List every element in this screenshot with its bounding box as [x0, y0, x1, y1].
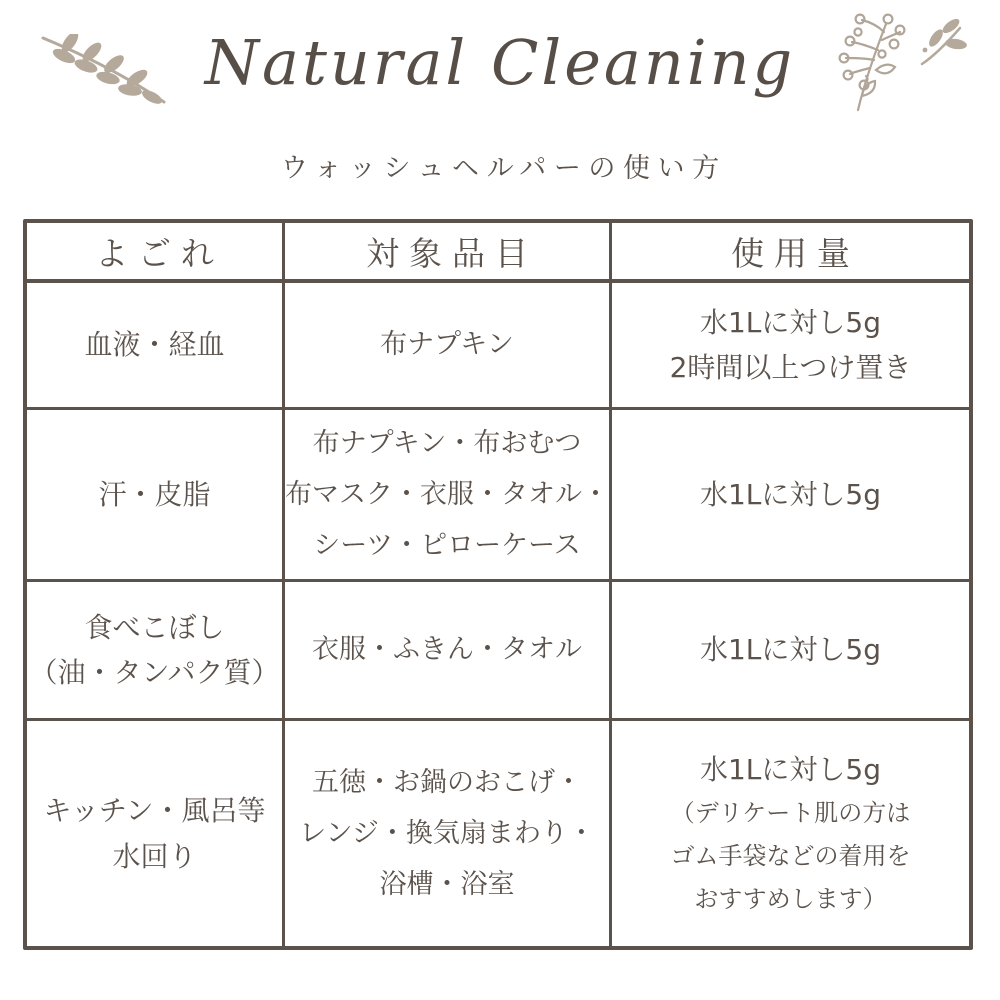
column-header-items — [285, 223, 612, 283]
cell-usage-row3 — [612, 582, 969, 721]
cell-note-text: （デリケート肌の方は — [670, 799, 911, 828]
column-header-label: よごれ — [95, 233, 224, 273]
page-subtitle: ウォッシュヘルパーの使い方 — [280, 153, 727, 184]
cell-text: 水1Lに対し5g — [699, 633, 881, 667]
cell-text: 浴槽・浴室 — [379, 869, 515, 901]
cell-stain-row1 — [27, 283, 285, 410]
column-header-label: 対象品目 — [366, 233, 538, 273]
cell-text: 水1Lに対し5g — [699, 477, 881, 511]
cell-text: 布マスク・衣服・タオル・ — [285, 478, 609, 510]
cell-text: 血液・経血 — [84, 328, 225, 362]
cell-usage-row4 — [612, 721, 969, 946]
cell-text: シーツ・ピローケース — [313, 530, 581, 562]
cell-text: キッチン・風呂等 — [43, 794, 266, 828]
cell-text: 汗・皮脂 — [98, 477, 211, 511]
page-title: Natural Cleaning — [204, 26, 796, 99]
cell-items-row1 — [285, 283, 612, 410]
cell-text: 2時間以上つけ置き — [669, 351, 912, 384]
cell-text: 布ナプキン・布おむつ — [312, 427, 582, 459]
column-header-label: 使用量 — [731, 233, 860, 273]
cell-text: 水1Lに対し5g — [699, 752, 881, 786]
cell-text: 食べこぼし — [84, 610, 225, 644]
cell-note-text: ゴム手袋などの着用を — [670, 841, 911, 870]
column-header-stain — [27, 223, 285, 283]
cell-stain-row3 — [27, 582, 285, 721]
column-header-usage — [612, 223, 969, 283]
cell-text: 衣服・ふきん・タオル — [312, 634, 582, 666]
usage-table — [23, 219, 973, 950]
cell-text: 布ナプキン — [380, 329, 514, 361]
cell-text: 水回り — [112, 839, 197, 873]
cell-text: レンジ・換気扇まわり・ — [299, 817, 595, 849]
cell-items-row3 — [285, 582, 612, 721]
cell-items-row2 — [285, 410, 612, 582]
cell-text: 水1Lに対し5g — [699, 305, 881, 339]
cell-stain-row2 — [27, 410, 285, 582]
cell-items-row4 — [285, 721, 612, 946]
cell-text: 五徳・お鍋のおこげ・ — [312, 766, 582, 798]
cell-text: （油・タンパク質） — [29, 656, 280, 689]
cell-stain-row4 — [27, 721, 285, 946]
cell-note-text: おすすめします） — [694, 884, 887, 913]
cell-usage-row1 — [612, 283, 969, 410]
cell-usage-row2 — [612, 410, 969, 582]
